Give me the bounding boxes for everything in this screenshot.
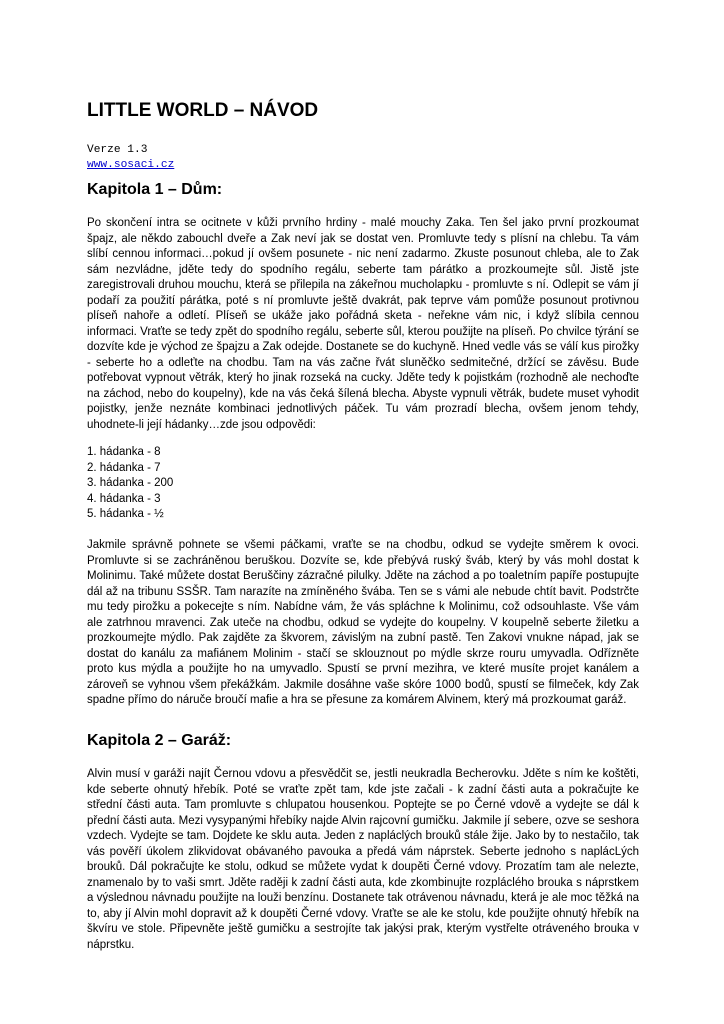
chapter-2-paragraph-1: Alvin musí v garáži najít Černou vdovu a přesvědčit se, jestli neukradla Becherovku. Jděte s ním ke koštěti, kde seberte ohnutý hřebík. Poté se vraťte zpět tam, kde jste začali - k zadní části auta a pokračujte ke střední části auta. Tam promluvte s chlupatou housenkou. Poptejte se po Černé vdově a vydejte se dál k přední části auta. Mezi vysypanými hřebíky najde Alvin rajcovní gumičku. Jakmile jí sebere, ozve se seshora vzdech. Vydejte se tam. Dojdete ke sklu auta. Jeden z napláclých brouků stále žije. Jako by to nestačilo, tak vás pověří úkolem zlikvidovat obávaného pavouka a předá vám náprstek. Seberte jednoho s naplácLých brouků. Dál pokračujte ke stolu, odkud se můžete vydat k doupěti Černé vdovy. Prozatím tam ale nelezte, znamenalo by to vaši smrt. Jděte raději k zadní části auta, kde zkombinujte rozpláclého brouka s náprstkem a výslednou návnadu použijte na louži benzínu. Dostanete tak otrávenou návnadu, která je ale moc těžká na to, aby jí Alvin mohl dopravit až k doupěti Černé vdovy. Vraťte se ale ke stolu, kde použijte ohnutý hřebík na škvíru ve stole. Připevněte ještě gumičku a sestrojíte tak jakýsi prak, kterým vystřelte otráveného brouka v náprstku. [87,768,639,951]
chapter-1-paragraph-2: Jakmile správně pohnete se všemi páčkami, vraťte se na chodbu, odkud se vydejte směrem k ovoci. Promluvte si se zachráněnou beruškou. Dozvíte se, kde přebývá ruský šváb, který by vás mohl dostat k Molinimu. Také můžete dostat Beruščiny zázračné pilulky. Jděte na záchod a po toaletním papíře postupujte dál až na tribunu SSŠR. Tam narazíte na zmíněného švába. Ten se s vámi ale nebude chtít bavit. Podstrčte mu tedy pirožku a pokecejte s ním. Nabídne vám, že vás spláchne k Molinimu, což odsouhlaste. Vše vám ale zatrhnou mravenci. Zak uteče na chodbu, odkud se vydejte do koupelny. V koupelně seberte žiletku a prozkoumejte mýdlo. Pak zajděte za škvorem, závislým na zubní pastě. Ten Zakovi vnukne nápad, jak se dostat do kanálu za mafiánem Molinim - stačí se sklouznout po mýdle skrze rouru umyvadla. Odřízněte proto kus mýdla a použijte ho na umyvadlo. Spustí se první mezihra, ve které musíte projet kanálem a zároveň se vyhnou všem překážkám. Jakmile dosáhne vaše skóre 1000 bodů, spustí se filmeček, kdy Zak spadne přímo do náruče broučí mafie a hra se přesune za komárem Alvinem, který má prozkoumat garáž. [87,539,639,706]
chapter-1-paragraph-1: Po skončení intra se ocitnete v kůži prvního hrdiny - malé mouchy Zaka. Ten šel jako první prozkoumat špajz, ale někdo zabouchl dveře a Zak neví jak se dostat ven. Promluvte tedy s plísní na chlebu. Ta vám slíbí cennou informaci…pokud jí ovšem posunete - nic není zadarmo. Zkuste posunout chleba, ale to Zak sám nezvládne, jděte tedy do spodního regálu, seberte tam párátko a prozkoumejte sůl. Jistě jste zaregistrovali druhou mouchu, která se přilepila na zákeřnou mucholapku - promluvte s ní. Odlepit se vám jí podaří za použití párátka, poté s ní promluvte ještě dvakrát, pak teprve vám pomůže posunout protivnou plíseň nahoře a odletí. Plíseň se ukáže jako pořádná sketa - neřekne vám nic, i když slíbila cennou informaci. Vraťte se tedy zpět do spodního regálu, seberte sůl, kterou použijte na plíseň. Po chvilce týrání se dozvíte kde je východ ze špajzu a Zak odejde. Dostanete se do kuchyně. Hned vedle vás se válí kus pirožky - seberte ho a odleťte na chodbu. Tam na vás začne řvát sluněčko sedmitečné, držící se závěsu. Bude potřebovat vypnout větrák, který ho jinak rozseká na cucky. Jděte tedy k pojistkám (rozhodně ale nechoďte na záchod, nebo do koupelny), kde na vás čeká šílená blecha. Abyste vypnuli větrák, budete muset vyhodit pojistky, jenže neznáte kombinaci jednotlivých páček. Tu vám prozradí blecha, ovšem jenom tehdy, uhodnete-li její hádanky…zde jsou odpovědi: [87,217,639,431]
list-item: 3. hádanka - 200 [87,477,174,489]
website-link[interactable]: www.sosaci.cz [87,159,175,171]
list-item: 2. hádanka - 7 [87,461,161,474]
list-item: 1. hádanka - 8 [87,446,161,458]
document-meta [87,143,174,173]
document-title: LITTLE WORLD – NÁVOD [87,100,319,121]
version-label: Verze 1.3 [87,144,148,156]
chapter-1-heading: Kapitola 1 – Dům: [87,181,223,198]
riddle-answers-list [87,445,173,523]
chapter-2-heading: Kapitola 2 – Garáž: [87,732,232,749]
list-item: 5. hádanka - ½ [87,508,164,520]
list-item: 4. hádanka - 3 [87,492,161,505]
